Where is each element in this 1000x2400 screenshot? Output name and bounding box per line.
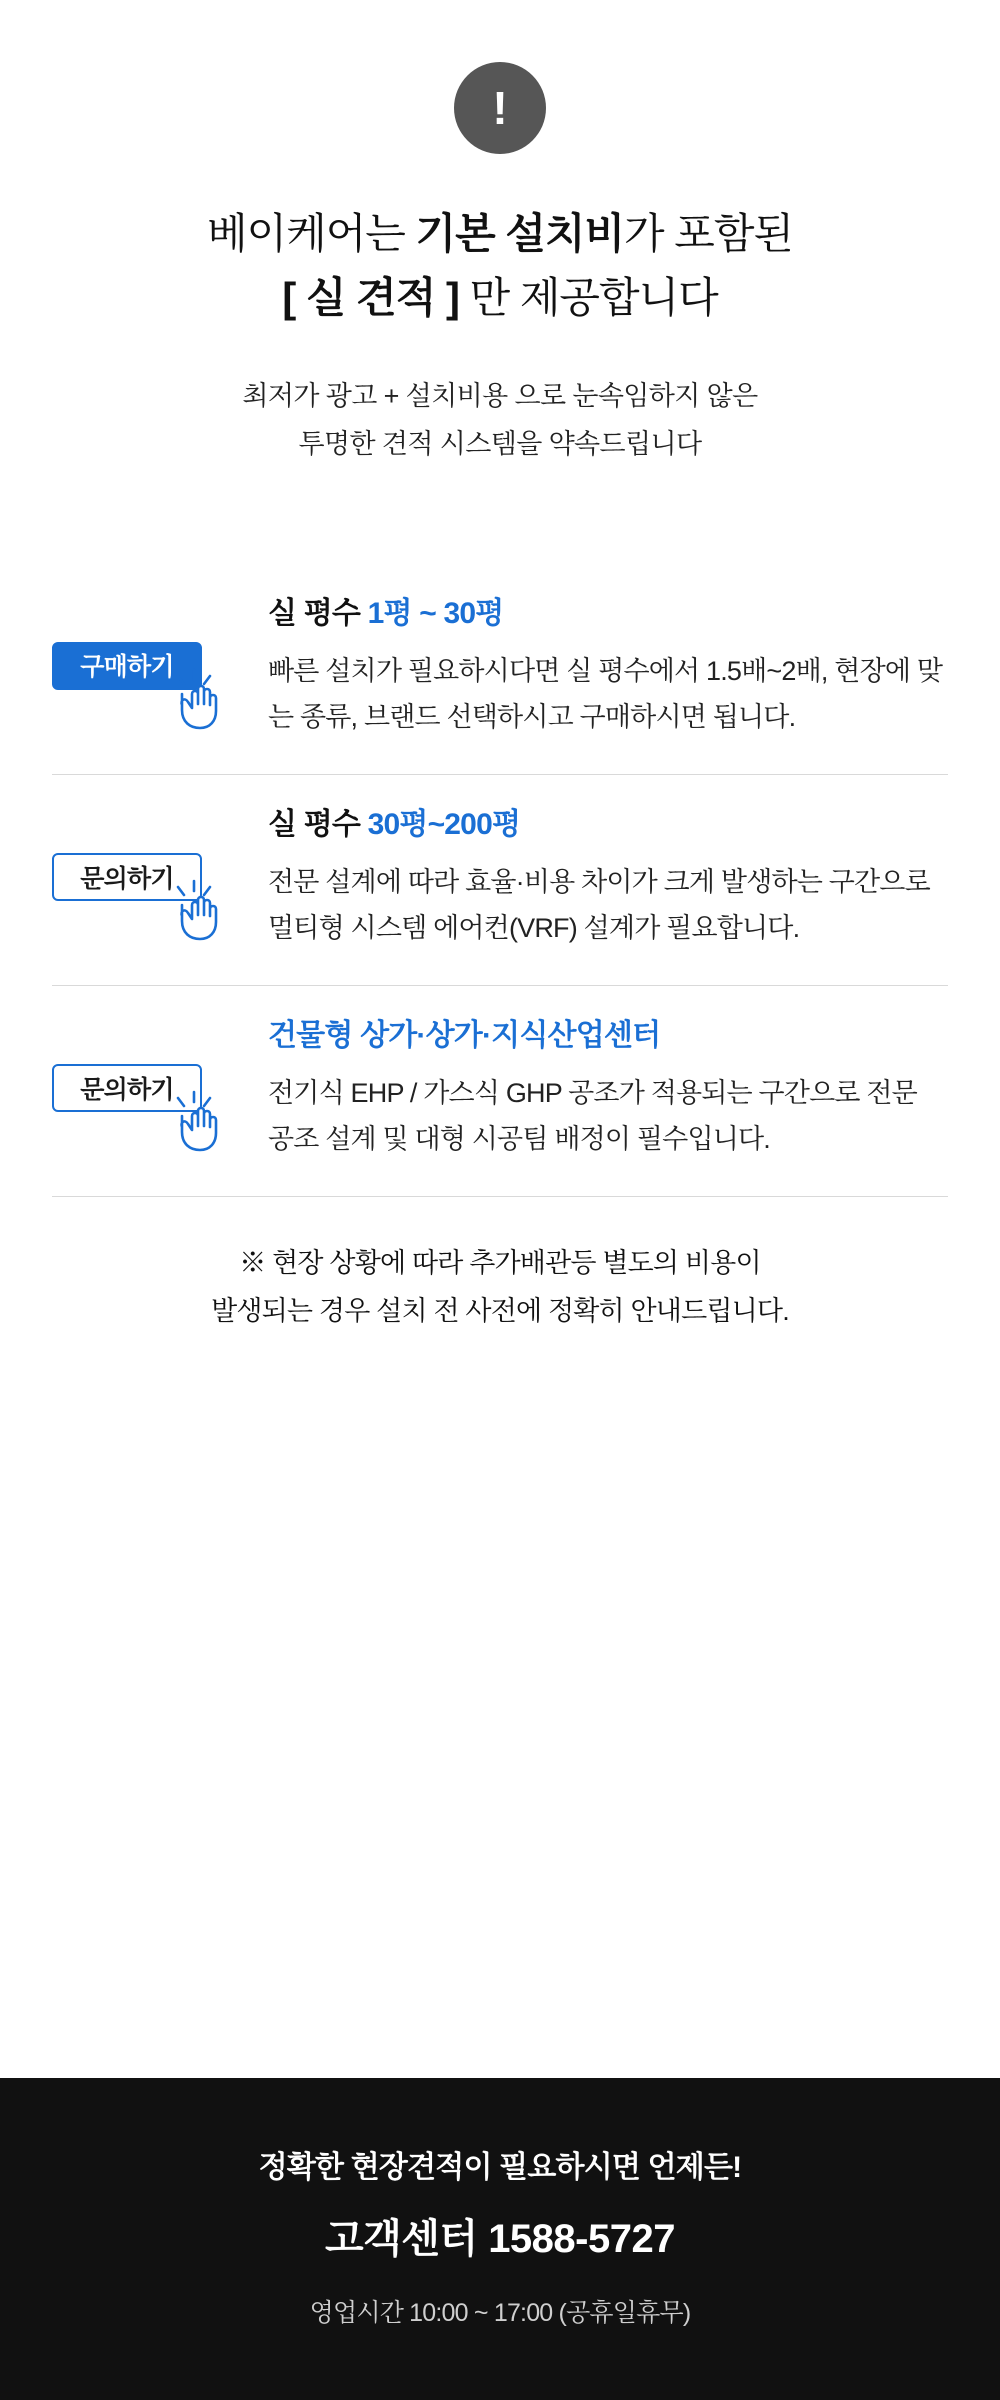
list-item	[52, 586, 948, 774]
page-subtitle	[0, 372, 1000, 468]
exclamation-circle-icon	[454, 62, 546, 154]
disclaimer-line-2: 발생되는 경우 설치 전 사전에 정확히 안내드립니다.	[211, 1296, 789, 1326]
plan-title-accent: 건물형 상가·상가·지식산업센터	[268, 1019, 661, 1052]
plan-title-accent: 30평~200평	[367, 808, 521, 841]
cta-column	[52, 1014, 260, 1162]
page-subtitle-line-2: 투명한 견적 시스템을 약속드립니다	[298, 429, 702, 459]
list-item	[52, 986, 948, 1196]
plan-list	[0, 586, 1000, 1335]
inquiry-button[interactable]: 문의하기	[52, 1064, 202, 1112]
page-title-line-1-post: 가 포함된	[624, 210, 794, 257]
plan-title	[268, 803, 948, 847]
page-title-line-2-post: 만 제공합니다	[458, 274, 718, 321]
disclaimer-line-1: ※ 현장 상황에 따라 추가배관등 별도의 비용이	[239, 1248, 761, 1278]
list-item	[52, 775, 948, 985]
footer-headline: 정확한 현장견적이 필요하시면 언제든!	[258, 2151, 742, 2184]
plan-text	[260, 592, 948, 740]
plan-description: 전문 설계에 따라 효율·비용 차이가 크게 발생하는 구간으로 멀티형 시스템 에어컨(VRF) 설계가 필요합니다.	[268, 867, 930, 943]
page-subtitle-line-1: 최저가 광고 + 설치비용 으로 눈속임하지 않은	[242, 381, 758, 411]
disclaimer-note	[52, 1239, 948, 1335]
divider	[52, 1196, 948, 1197]
cta-column	[52, 803, 260, 951]
customer-center-phone[interactable]: 고객센터 1588-5727	[325, 2217, 675, 2261]
plan-title-pre: 실 평수	[268, 597, 368, 630]
exclamation-glyph: !	[492, 82, 508, 134]
plan-description: 빠른 설치가 필요하시다면 실 평수에서 1.5배~2배, 현장에 맞는 종류, 브랜드 선택하시고 구매하시면 됩니다.	[268, 656, 943, 732]
plan-title	[268, 1014, 948, 1058]
plan-title-pre: 실 평수	[268, 808, 368, 841]
footer-contact-bar	[0, 2078, 1000, 2400]
plan-title-accent: 1평 ~ 30평	[367, 597, 504, 630]
cta-column	[52, 592, 260, 740]
page-title-line-1-strong: 기본 설치비	[415, 210, 625, 257]
page-title	[0, 202, 1000, 330]
page-title-line-2-strong: [ 실 견적 ]	[282, 274, 459, 321]
plan-description: 전기식 EHP / 가스식 GHP 공조가 적용되는 구간으로 전문 공조 설계 및 대형 시공팀 배정이 필수입니다.	[268, 1078, 917, 1154]
purchase-button[interactable]: 구매하기	[52, 642, 202, 690]
plan-text	[260, 1014, 948, 1162]
plan-title	[268, 592, 948, 636]
inquiry-button[interactable]: 문의하기	[52, 853, 202, 901]
hero-section	[0, 0, 1000, 468]
page-title-line-1	[0, 202, 1000, 266]
business-hours: 영업시간 10:00 ~ 17:00 (공휴일휴무)	[309, 2299, 691, 2327]
plan-text	[260, 803, 948, 951]
page-title-line-2	[0, 266, 1000, 330]
page-title-line-1-pre: 베이케어는	[206, 210, 416, 257]
